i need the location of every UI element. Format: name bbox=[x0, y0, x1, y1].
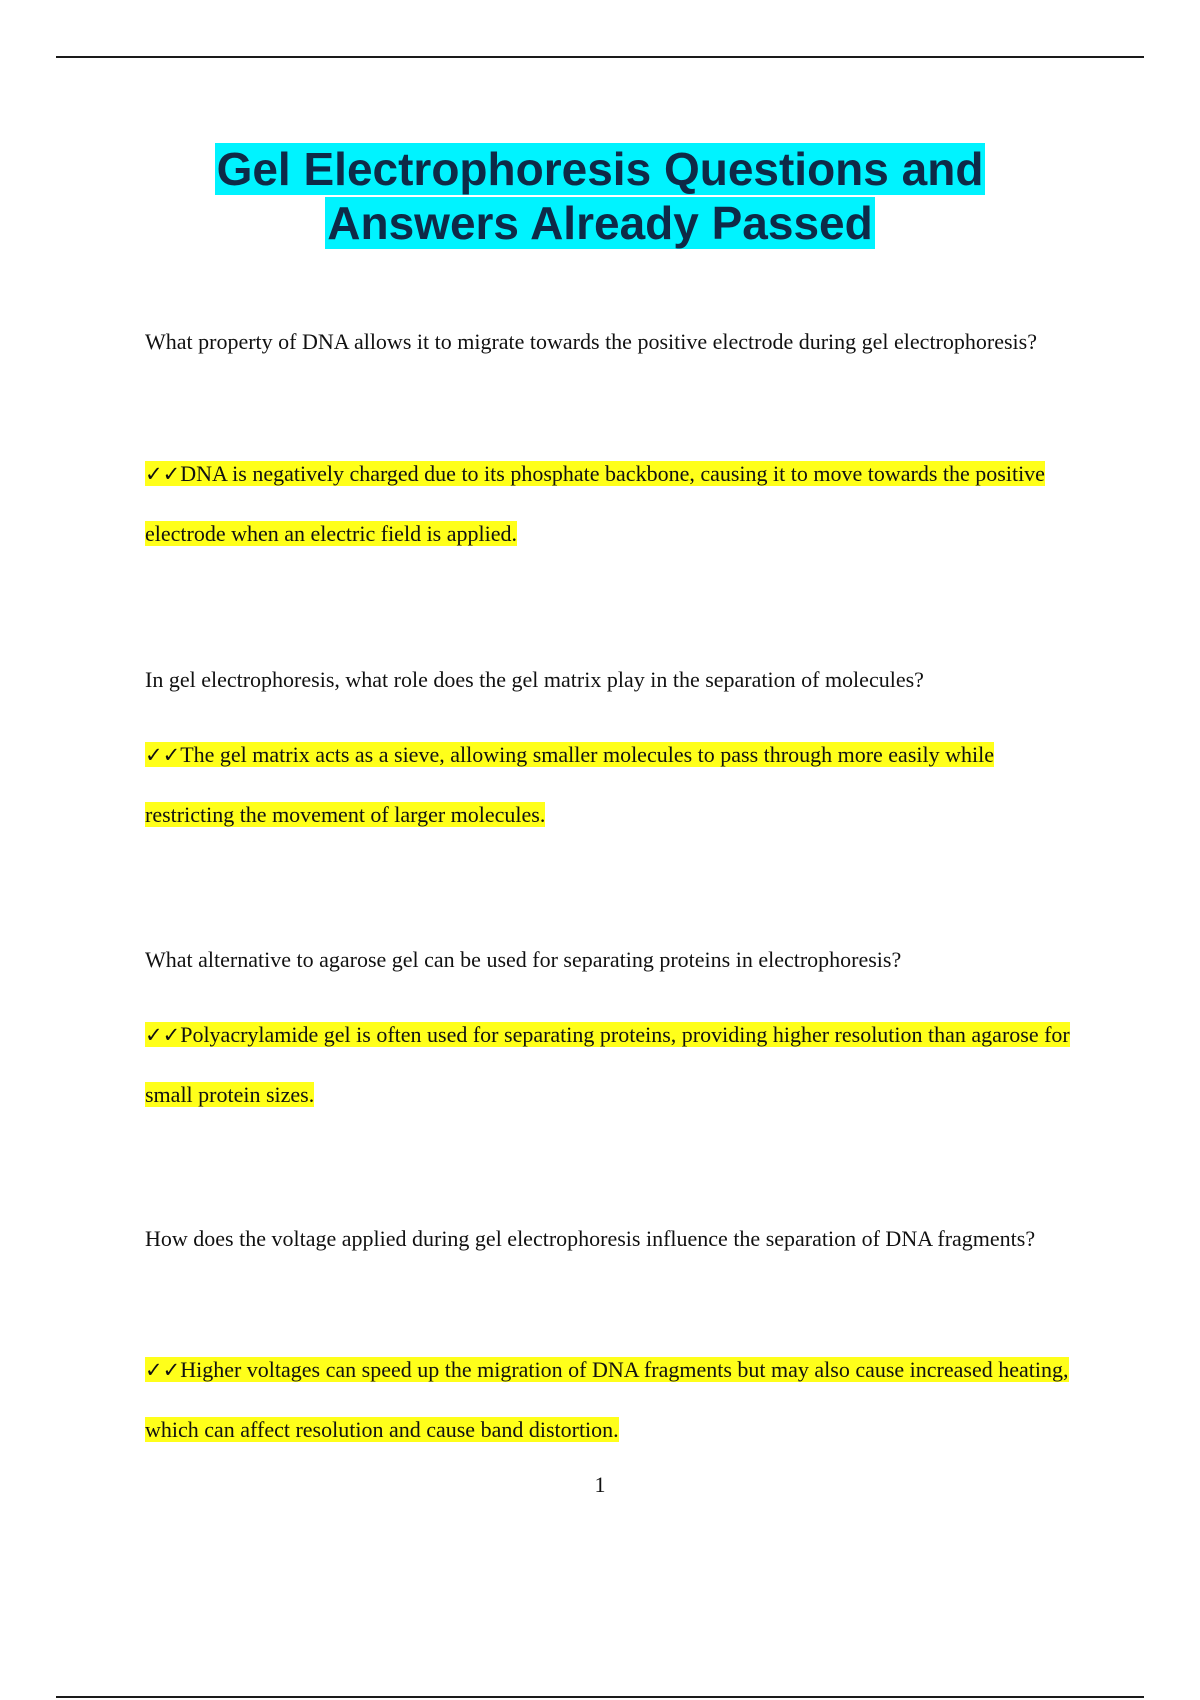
answer-4 bbox=[145, 1340, 1085, 1460]
answer-2-text: The gel matrix acts as a sieve, allowing smaller molecules to pass through more easily while restricting the movement of larger molecules. bbox=[145, 742, 994, 827]
answer-4-text: Higher voltages can speed up the migration of DNA fragments but may also cause increased heating, which can affect resolution and cause band distortion. bbox=[145, 1357, 1069, 1442]
footer-rule bbox=[56, 1696, 1144, 1698]
document-title-line-2: Answers Already Passed bbox=[327, 197, 873, 249]
question-2: In gel electrophoresis, what role does the gel matrix play in the separation of molecules? bbox=[145, 667, 924, 692]
header-rule bbox=[56, 56, 1144, 58]
answer-1-text: DNA is negatively charged due to its phosphate backbone, causing it to move towards the positive electrode when an electric field is applied. bbox=[145, 461, 1045, 546]
double-check-icon: ✓✓ bbox=[145, 1358, 181, 1382]
answer-2 bbox=[145, 725, 1085, 845]
document-title bbox=[0, 142, 1200, 250]
document-title-line-1: Gel Electrophoresis Questions and bbox=[216, 143, 984, 195]
answer-3-text: Polyacrylamide gel is often used for separating proteins, providing higher resolution than agarose for small protein sizes. bbox=[145, 1022, 1070, 1107]
page-number: 1 bbox=[594, 1472, 606, 1497]
question-3: What alternative to agarose gel can be used for separating proteins in electrophoresis? bbox=[145, 947, 902, 972]
double-check-icon: ✓✓ bbox=[145, 1023, 181, 1047]
answer-3 bbox=[145, 1005, 1085, 1125]
answer-1 bbox=[145, 444, 1085, 564]
question-4: How does the voltage applied during gel electrophoresis influence the separation of DNA fragments? bbox=[145, 1226, 1036, 1251]
double-check-icon: ✓✓ bbox=[145, 462, 181, 486]
question-1: What property of DNA allows it to migrate towards the positive electrode during gel electrophoresis? bbox=[145, 329, 1037, 354]
double-check-icon: ✓✓ bbox=[145, 743, 181, 767]
